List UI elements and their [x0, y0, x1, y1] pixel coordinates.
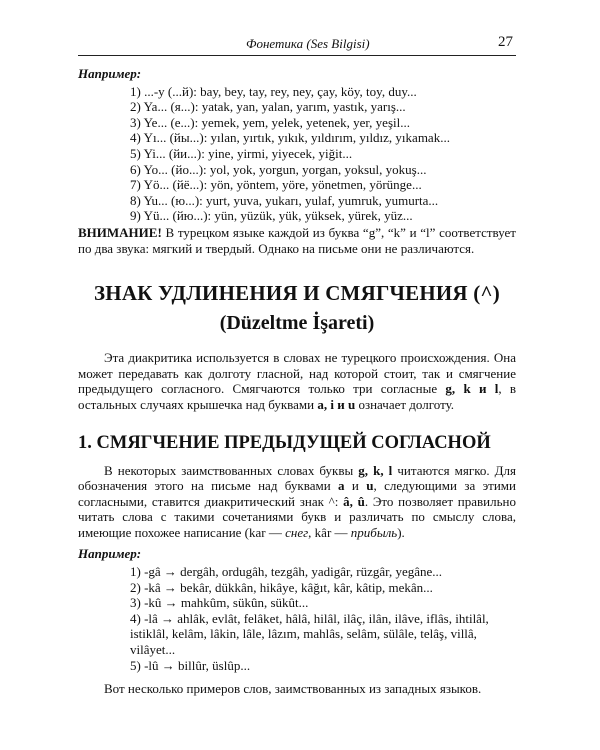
- section-subtitle: (Düzeltme İşareti): [219, 312, 375, 335]
- softening-paragraph: [78, 463, 516, 541]
- list-item: 6) Yo... (йо...): yol, yok, yorgun, yorgan, yoksul, yokuş...: [130, 161, 427, 177]
- page-body: [78, 66, 516, 697]
- para-text: и: [344, 478, 367, 494]
- list-item: 2) Ya... (я...): yatak, yan, yalan, yarım, yastık, yarış...: [130, 99, 406, 115]
- list-item: 7) Yö... (йё...): yön, yöntem, yöre, yönetmen, yörünge...: [130, 177, 422, 193]
- page-number: 27: [498, 34, 513, 50]
- para-letters: â, û: [343, 493, 365, 509]
- para-text: . Это позволяет правильно читать слова с такими сочетаниями букв и различать по смыслу слова, имеющие похожее написание (kar —: [78, 493, 516, 540]
- list-item: 3) -kû → mahkûm, sükûn, sükût...: [130, 595, 309, 611]
- attention-label: ВНИМАНИЕ!: [78, 224, 162, 240]
- list-item: 8) Yu... (ю...): yurt, yuva, yukarı, yulaf, yumruk, yumurta...: [130, 192, 439, 208]
- para-text: читаются мягко. Для обозначения этого на письме над буквами: [78, 462, 517, 494]
- para-text: , следующими за этими согласными, ставится диакритический знак ^:: [78, 478, 516, 509]
- example-label-2: Например:: [78, 546, 142, 562]
- list-item: 5) Yi... (йи...): yine, yirmi, yiyecek, yiğit...: [130, 145, 353, 161]
- intro-text: , в остальных случаях крышечка над буквами: [78, 381, 516, 412]
- para-italic: прибыль: [350, 524, 398, 540]
- intro-text: Эта диакритика используется в словах не турецкого происхождения. Она может передавать как долготу гласной, над которой стоит, так и смягчение предыдущего согласного. Смягчаются только три согласные: [78, 350, 516, 397]
- intro-text: означает долготу.: [355, 396, 455, 412]
- intro-paragraph: [78, 350, 516, 412]
- attention-note: [78, 225, 516, 256]
- list-item: 5) -lû → billûr, üslûp...: [130, 657, 251, 673]
- running-title: Фонетика (Ses Bilgisi): [246, 36, 370, 51]
- para-text: ).: [397, 524, 405, 540]
- list-item: 3) Ye... (е...): yemek, yem, yelek, yetenek, yer, yeşil...: [130, 114, 410, 130]
- vowel-example-list: [130, 84, 516, 224]
- running-head: [78, 36, 513, 56]
- para-letters: u: [366, 478, 374, 494]
- para-text: , kâr —: [308, 524, 351, 540]
- intro-letters: g, k и l: [445, 381, 499, 397]
- para-italic: снег: [285, 524, 309, 540]
- list-item: 9) Yü... (йю...): yün, yüzük, yük, yüksek, yürek, yüz...: [130, 208, 413, 224]
- list-item: 4) -lâ → ahlâk, evlât, felâket, hâlâ, hilâl, ilâç, ilân, ilâve, iflâs, ihtilâl, istiklâl, kelâm, lâkin, lâle, lâzım, mahlâs, selâm, sülâle, telâş, villâ, vilâyet...: [130, 610, 489, 658]
- para-letters: a: [338, 478, 345, 494]
- subsection-title: 1. СМЯГЧЕНИЕ ПРЕДЫДУЩЕЙ СОГЛАСНОЙ: [78, 432, 491, 453]
- closing-paragraph: Вот несколько примеров слов, заимствованных из западных языков.: [104, 681, 482, 697]
- intro-letters: a, i и u: [317, 396, 356, 412]
- attention-text: В турецком языке каждой из буква “g”, “k” и “l” соответствует по два звука: мягкий и твердый. Однако на письме они не различаются.: [78, 224, 516, 256]
- list-item: 4) Yı... (йы...): yılan, yırtık, yıkık, yıldırım, yıldız, yıkamak...: [130, 130, 450, 146]
- example-label: Например:: [78, 66, 142, 81]
- section-title: ЗНАК УДЛИНЕНИЯ И СМЯГЧЕНИЯ (^): [94, 281, 500, 306]
- list-item: 2) -kâ → bekâr, dükkân, hikâye, kâğıt, kâr, kâtip, mekân...: [130, 579, 433, 595]
- para-text: В некоторых заимствованных словах буквы: [104, 462, 359, 478]
- header-rule: [78, 55, 516, 56]
- softening-example-list: [130, 564, 516, 673]
- list-item: 1) ...-у (...й): bay, bey, tay, rey, ney, çay, köy, toy, duy...: [130, 83, 417, 99]
- para-letters: g, k, l: [358, 462, 393, 478]
- list-item: 1) -gâ → dergâh, ordugâh, tezgâh, yadigâr, rüzgâr, yegâne...: [130, 564, 443, 580]
